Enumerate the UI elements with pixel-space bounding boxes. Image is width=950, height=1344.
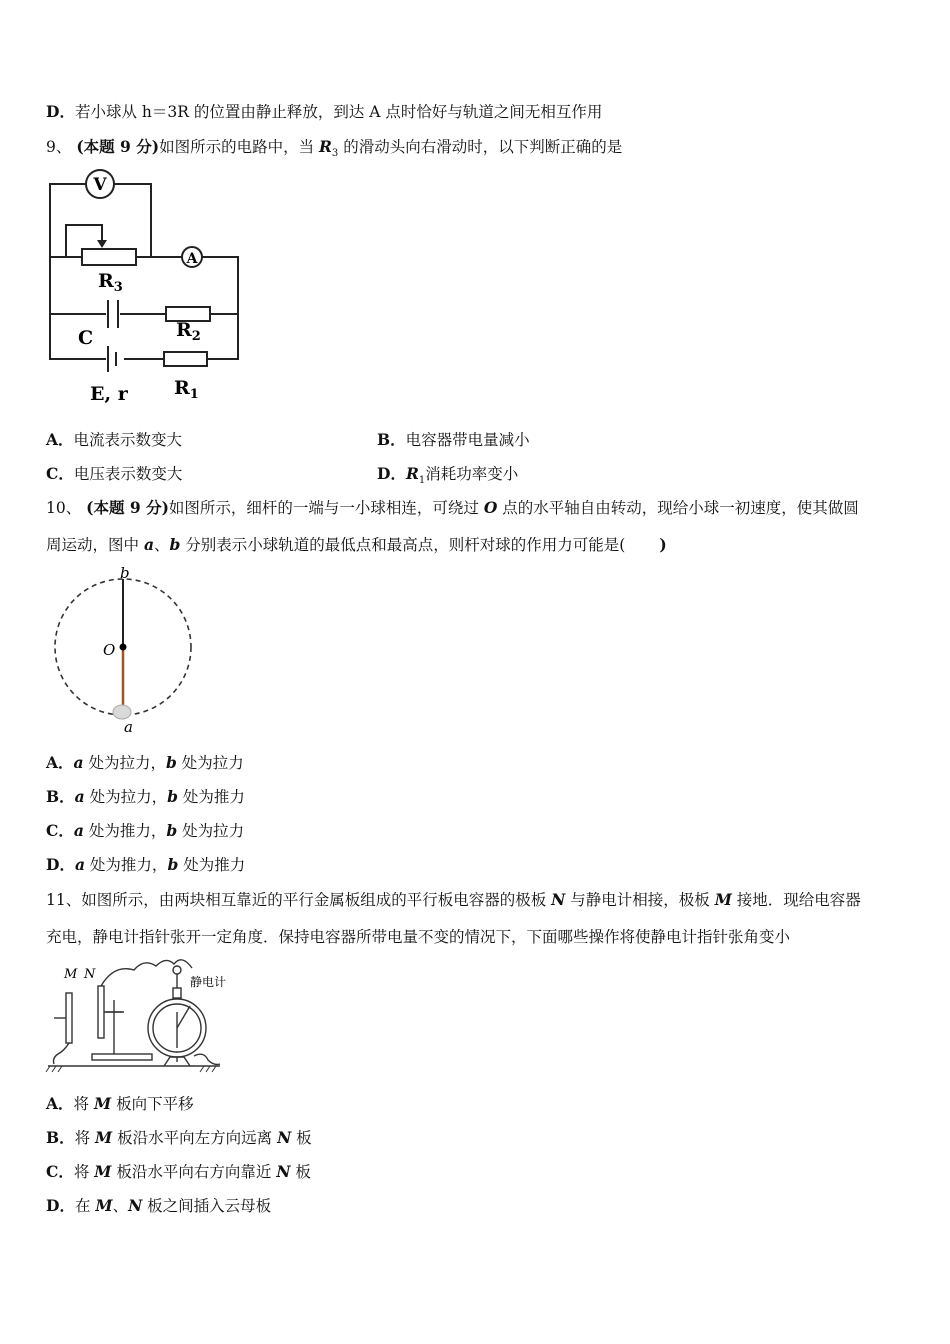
option-sub: 1 bbox=[418, 475, 426, 487]
q10-option-d[interactable] bbox=[46, 855, 245, 875]
option-var: M bbox=[94, 1162, 112, 1181]
question-number: 9、 bbox=[46, 138, 72, 156]
option-letter: B． bbox=[46, 787, 75, 806]
question-score: (本题 9 分) bbox=[76, 137, 160, 156]
q8-option-d bbox=[46, 102, 602, 122]
point-a-label: a bbox=[124, 718, 133, 736]
q11-stem-line2 bbox=[46, 927, 790, 947]
stem-text: 接地．现给电容器 bbox=[731, 891, 861, 909]
option-text: 板沿水平向右方向靠近 bbox=[111, 1163, 277, 1181]
stem-text: 充电，静电计指针张开一定角度．保持电容器所带电量不变的情况下，下面哪些操作将使静电计指针张角变小 bbox=[46, 928, 791, 946]
electrometer-label: 静电计 bbox=[190, 975, 227, 989]
option-letter: C． bbox=[46, 464, 74, 483]
battery-label: E, r bbox=[90, 383, 128, 405]
q9-circuit-diagram bbox=[44, 170, 244, 405]
question-number: 11、 bbox=[46, 891, 82, 909]
q11-electrometer-diagram bbox=[44, 956, 244, 1076]
r1-label: $R_1$ bbox=[174, 377, 199, 402]
question-score: (本题 9 分) bbox=[86, 498, 169, 517]
q9-option-c[interactable] bbox=[46, 464, 182, 484]
q9-option-b[interactable] bbox=[377, 430, 530, 450]
option-var: a bbox=[73, 821, 84, 840]
q10-option-a[interactable] bbox=[46, 753, 244, 773]
option-text: 板向下平移 bbox=[111, 1095, 194, 1113]
option-text: 将 bbox=[73, 1095, 94, 1113]
stem-text: ) bbox=[659, 535, 667, 554]
option-letter: D． bbox=[377, 464, 406, 483]
stem-text: 如图所示，由两块相互靠近的平行金属板组成的平行板电容器的极板 bbox=[81, 891, 552, 909]
option-text: 消耗功率变小 bbox=[425, 465, 519, 483]
stem-sub: 3 bbox=[331, 148, 339, 160]
r2-label: $R_2$ bbox=[176, 319, 201, 344]
q11-option-b[interactable] bbox=[46, 1128, 312, 1148]
option-var: b bbox=[166, 753, 177, 772]
option-letter: D． bbox=[46, 102, 75, 121]
pivot-o-label: O bbox=[103, 641, 116, 659]
option-text: 板 bbox=[290, 1163, 311, 1181]
stem-text: 、 bbox=[153, 536, 170, 554]
option-var: a bbox=[74, 855, 85, 874]
point-b-label: b bbox=[120, 564, 130, 582]
stem-text: 如图所示的电路中，当 bbox=[159, 138, 319, 156]
option-text: 板沿水平向左方向远离 bbox=[112, 1129, 278, 1147]
plate-n-label: N bbox=[84, 967, 96, 982]
option-text: 处为推力 bbox=[178, 856, 246, 874]
stem-text: 点的水平轴自由转动，现给小球一初速度，使其做圆 bbox=[497, 499, 859, 517]
option-letter: D． bbox=[46, 855, 75, 874]
option-text: 处为推力， bbox=[85, 856, 168, 874]
option-letter: C． bbox=[46, 1162, 74, 1181]
option-var: R bbox=[405, 464, 419, 483]
q9-stem bbox=[46, 137, 622, 164]
q11-option-d[interactable] bbox=[46, 1196, 271, 1216]
stem-text: 周运动，图中 bbox=[46, 536, 144, 554]
stem-var: O bbox=[483, 498, 498, 517]
option-var: b bbox=[167, 855, 179, 874]
option-var: b bbox=[166, 821, 178, 840]
option-letter: B． bbox=[377, 430, 406, 449]
q9-option-d[interactable] bbox=[377, 464, 518, 491]
question-number: 10、 bbox=[46, 499, 82, 517]
option-text: 若小球从 h＝3R 的位置由静止释放，到达 A 点时恰好与轨道之间无相互作用 bbox=[74, 103, 603, 121]
stem-var: N bbox=[551, 890, 566, 909]
q10-stem-line2 bbox=[46, 535, 667, 555]
q11-option-c[interactable] bbox=[46, 1162, 311, 1182]
option-text: 处为拉力 bbox=[176, 754, 244, 772]
option-text: 将 bbox=[74, 1129, 96, 1147]
pivot-point bbox=[120, 644, 127, 651]
option-letter: A． bbox=[46, 430, 74, 449]
capacitor-label: C bbox=[78, 327, 94, 349]
option-text: 电容器带电量减小 bbox=[405, 431, 530, 449]
option-var: M bbox=[95, 1128, 113, 1147]
voltmeter-label: V bbox=[93, 175, 107, 195]
q10-option-c[interactable] bbox=[46, 821, 244, 841]
option-var: a bbox=[73, 753, 84, 772]
ammeter-label: A bbox=[186, 251, 198, 267]
option-text: 将 bbox=[73, 1163, 95, 1181]
option-var: M bbox=[93, 1094, 112, 1113]
option-text: 、 bbox=[112, 1197, 129, 1215]
option-var: b bbox=[167, 787, 178, 806]
option-text: 板 bbox=[291, 1129, 312, 1147]
option-text: 处为推力， bbox=[83, 822, 167, 840]
r3-label: $R_3$ bbox=[98, 270, 123, 295]
q10-option-b[interactable] bbox=[46, 787, 245, 807]
stem-text: 与静电计相接，极板 bbox=[565, 891, 715, 909]
q10-stem-line1 bbox=[46, 498, 859, 518]
stem-text: 的滑动头向右滑动时，以下判断正确的是 bbox=[338, 138, 623, 156]
stem-var: M bbox=[714, 890, 732, 909]
option-var: N bbox=[128, 1196, 143, 1215]
option-text: 处为拉力， bbox=[84, 788, 168, 806]
stem-text: 分别表示小球轨道的最低点和最高点，则杆对球的作用力可能是( bbox=[180, 536, 626, 554]
option-var: N bbox=[277, 1128, 292, 1147]
option-var: a bbox=[74, 787, 85, 806]
option-var: N bbox=[276, 1162, 291, 1181]
q11-option-a[interactable] bbox=[46, 1094, 194, 1114]
option-letter: A． bbox=[46, 753, 74, 772]
option-text: 电流表示数变大 bbox=[73, 431, 183, 449]
option-text: 处为推力 bbox=[177, 788, 245, 806]
option-letter: A． bbox=[46, 1094, 74, 1113]
stem-var: a bbox=[143, 535, 154, 554]
option-letter: D． bbox=[46, 1196, 75, 1215]
option-letter: C． bbox=[46, 821, 74, 840]
stem-var: b bbox=[169, 535, 181, 554]
option-text: 处为拉力 bbox=[177, 822, 245, 840]
q11-stem-line1 bbox=[46, 890, 861, 910]
q9-option-a[interactable] bbox=[46, 430, 182, 450]
option-letter: B． bbox=[46, 1128, 75, 1147]
q10-circular-motion-diagram bbox=[46, 566, 206, 736]
option-text: 电压表示数变大 bbox=[73, 465, 183, 483]
option-var: M bbox=[95, 1196, 113, 1215]
option-text: 处为拉力， bbox=[83, 754, 167, 772]
plate-m-label: M bbox=[64, 967, 78, 982]
stem-var: R bbox=[319, 137, 332, 156]
ball bbox=[113, 705, 131, 719]
stem-text: 如图所示，细杆的一端与一小球相连，可绕过 bbox=[168, 499, 484, 517]
option-text: 板之间插入云母板 bbox=[142, 1197, 272, 1215]
option-text: 在 bbox=[74, 1197, 96, 1215]
